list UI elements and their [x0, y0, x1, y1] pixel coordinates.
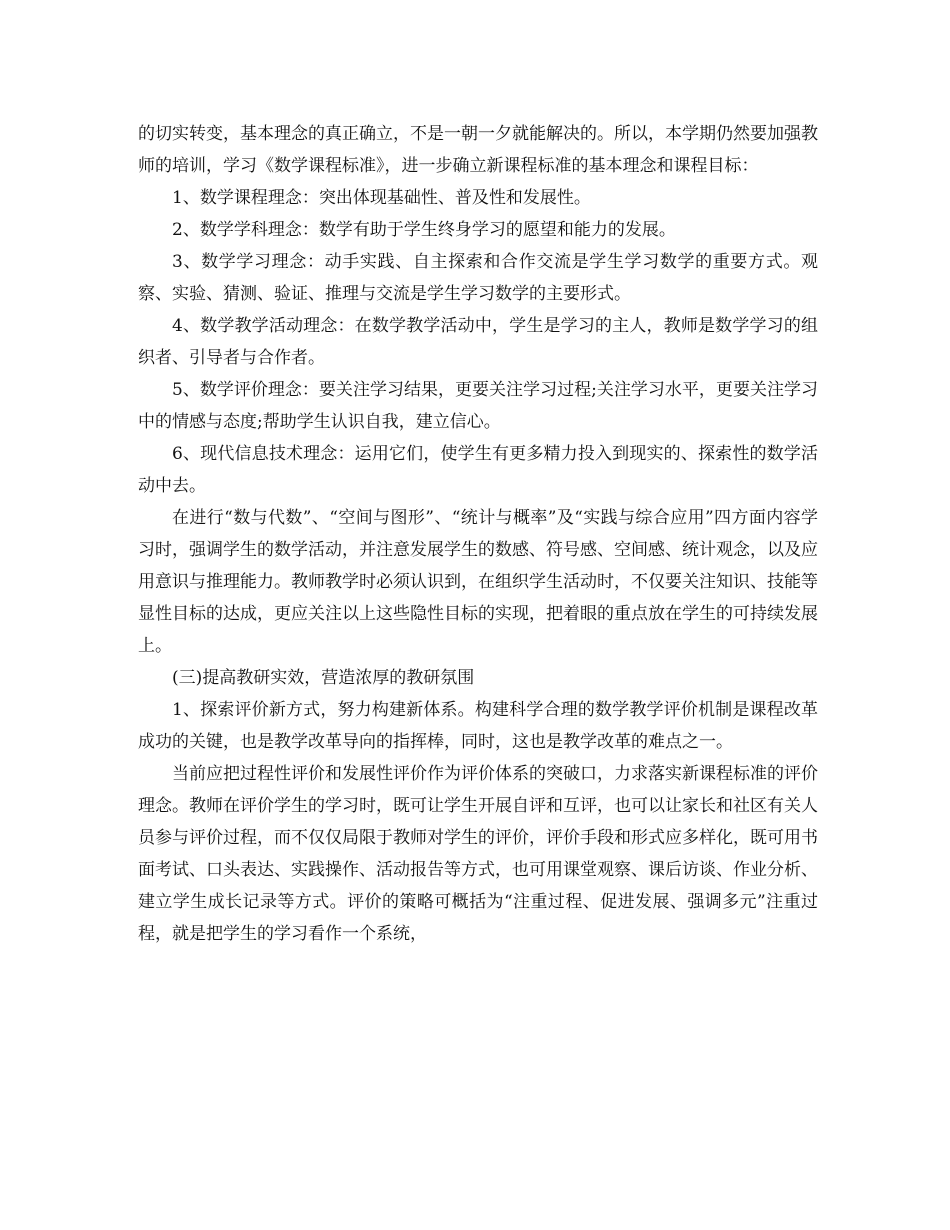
paragraph: 4、数学教学活动理念：在数学教学活动中，学生是学习的主人，教师是数学学习的组织者、引导者与合作者。	[138, 316, 818, 368]
section-heading: (三)提高教研实效，营造浓厚的教研氛围	[172, 668, 475, 688]
paragraph: 3、数学学习理念：动手实践、自主探索和合作交流是学生学习数学的重要方式。观察、实验、猜测、验证、推理与交流是学生学习数学的主要形式。	[138, 252, 818, 304]
paragraph: 1、探索评价新方式，努力构建新体系。构建科学合理的数学教学评价机制是课程改革成功的关键，也是教学改革导向的指挥棒，同时，这也是教学改革的难点之一。	[138, 700, 818, 752]
paragraph: 在进行“数与代数”、“空间与图形”、“统计与概率”及“实践与综合应用”四方面内容学习时，强调学生的数学活动，并注意发展学生的数感、符号感、空间感、统计观念，以及应用意识与推理能力。教师教学时必须认识到，在组织学生活动时，不仅要关注知识、技能等显性目标的达成，更应关注以上这些隐性目标的实现，把着眼的重点放在学生的可持续发展上。	[138, 508, 818, 656]
paragraph: 2、数学学科理念：数学有助于学生终身学习的愿望和能力的发展。	[172, 220, 676, 240]
paragraph: 当前应把过程性评价和发展性评价作为评价体系的突破口，力求落实新课程标准的评价理念。教师在评价学生的学习时，既可让学生开展自评和互评，也可以让家长和社区有关人员参与评价过程，而不仅仅局限于教师对学生的评价，评价手段和形式应多样化，既可用书面考试、口头表达、实践操作、活动报告等方式，也可用课堂观察、课后访谈、作业分析、建立学生成长记录等方式。评价的策略可概括为“注重过程、促进发展、强调多元”注重过程，就是把学生的学习看作一个系统，	[138, 764, 818, 944]
paragraph: 1、数学课程理念：突出体现基础性、普及性和发展性。	[172, 188, 591, 208]
paragraph: 的切实转变，基本理念的真正确立，不是一朝一夕就能解决的。所以，本学期仍然要加强教师的培训，学习《数学课程标准》，进一步确立新课程标准的基本理念和课程目标：	[138, 124, 818, 176]
paragraph: 5、数学评价理念：要关注学习结果，更要关注学习过程;关注学习水平，更要关注学习中的情感与态度;帮助学生认识自我，建立信心。	[138, 380, 818, 432]
paragraph: 6、现代信息技术理念：运用它们，使学生有更多精力投入到现实的、探索性的数学活动中去。	[138, 444, 818, 496]
document-body	[138, 118, 818, 950]
